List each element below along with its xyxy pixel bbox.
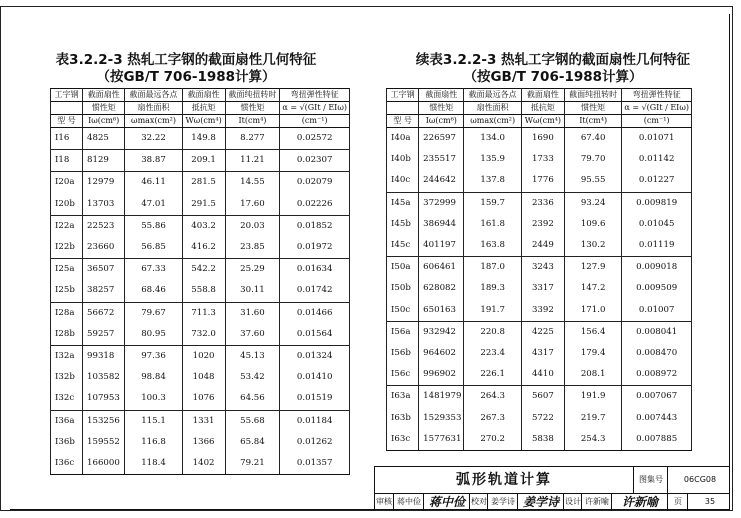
table-cell: 1366	[182, 432, 225, 453]
table-cell: 127.9	[564, 257, 621, 279]
table-cell: I36a	[51, 410, 83, 432]
header-cell: 型 号	[51, 115, 83, 128]
table-row	[387, 214, 692, 235]
table-cell: 1529353	[419, 408, 464, 429]
header-cell: Iω(cm⁶)	[83, 115, 125, 128]
table-cell: 732.0	[182, 324, 225, 346]
header-cell: (cm⁻¹)	[280, 115, 350, 128]
table-cell: 264.3	[464, 386, 521, 408]
table-cell: 64.56	[225, 388, 280, 410]
table-row	[51, 172, 350, 194]
table-cell: I36b	[51, 432, 83, 453]
table-cell: 254.3	[564, 429, 621, 451]
header-cell: It(cm⁴)	[564, 115, 621, 128]
table-cell: 1776	[521, 170, 564, 192]
table-row	[387, 429, 692, 451]
table-cell: I25b	[51, 280, 83, 302]
table-cell: 628082	[419, 278, 464, 299]
header-cell: 截面纯扭转时	[225, 89, 280, 102]
table-cell: I32b	[51, 367, 83, 388]
table-cell: 130.2	[564, 235, 621, 257]
table-row	[387, 278, 692, 299]
table-row	[51, 346, 350, 368]
table-row	[51, 237, 350, 259]
table-cell: 0.01262	[280, 432, 350, 453]
left-title-line1: 表3.2.2-3 热轧工字钢的截面扇性几何特征	[55, 52, 317, 68]
table-cell: I50c	[387, 300, 419, 322]
table-cell: 4225	[521, 321, 564, 343]
table-cell: 0.01071	[622, 128, 692, 150]
table-cell: 0.01045	[622, 214, 692, 235]
table-row	[387, 235, 692, 257]
header-cell: 工字钢	[51, 89, 83, 102]
left-table-title	[46, 52, 326, 86]
table-cell: 31.60	[225, 302, 280, 324]
table-row	[387, 321, 692, 343]
table-cell: 1690	[521, 128, 564, 150]
header-cell: 扇性面积	[125, 102, 182, 115]
table-cell: 32.22	[125, 128, 182, 150]
table-cell: 2449	[521, 235, 564, 257]
table-row	[51, 367, 350, 388]
table-cell: 159.7	[464, 192, 521, 214]
table-cell: I56a	[387, 321, 419, 343]
table-cell: 964602	[419, 343, 464, 364]
table-cell: 0.01119	[622, 235, 692, 257]
header-row	[387, 115, 692, 128]
table-cell: 161.8	[464, 214, 521, 235]
table-cell: I32a	[51, 346, 83, 368]
table-cell: 0.007443	[622, 408, 692, 429]
reviewer-signature: 蒋中俭	[423, 493, 470, 511]
table-cell: 0.01564	[280, 324, 350, 346]
table-cell: 0.009018	[622, 257, 692, 279]
table-cell: 189.3	[464, 278, 521, 299]
header-row	[51, 115, 350, 128]
table-cell: 270.2	[464, 429, 521, 451]
table-cell: 12979	[83, 172, 125, 194]
table-cell: 401197	[419, 235, 464, 257]
header-cell: α = √(GIt / EIω)	[280, 102, 350, 115]
right-title-line1: 续表3.2.2-3 热轧工字钢的截面扇性几何特征	[415, 52, 691, 68]
table-cell: 14.55	[225, 172, 280, 194]
table-cell: 0.01634	[280, 259, 350, 281]
header-row	[51, 102, 350, 115]
table-cell: 0.008470	[622, 343, 692, 364]
header-cell: 截面纯扭转时	[564, 89, 621, 102]
table-cell: 37.60	[225, 324, 280, 346]
left-table	[50, 88, 350, 475]
table-cell: 1577631	[419, 429, 464, 451]
table-cell: I50a	[387, 257, 419, 279]
table-cell: 163.8	[464, 235, 521, 257]
page-label: 页	[667, 493, 688, 511]
table-cell: 3243	[521, 257, 564, 279]
table-cell: 226597	[419, 128, 464, 150]
table-cell: 22523	[83, 215, 125, 237]
table-cell: 558.8	[182, 280, 225, 302]
table-cell: 137.8	[464, 170, 521, 192]
table-cell: 79.67	[125, 302, 182, 324]
checker-name: 姜学诗	[487, 493, 518, 511]
table-cell: I20a	[51, 172, 83, 194]
table-cell: I22a	[51, 215, 83, 237]
review-label: 审核	[376, 497, 392, 506]
header-cell: 截面最远各点	[125, 89, 182, 102]
table-cell: I28b	[51, 324, 83, 346]
table-cell: 1048	[182, 367, 225, 388]
table-cell: I45c	[387, 235, 419, 257]
designer-name: 许新喻	[581, 493, 612, 511]
table-cell: I40a	[387, 128, 419, 150]
header-cell: ωmax(cm²)	[125, 115, 182, 128]
table-cell: 1481979	[419, 386, 464, 408]
table-row	[387, 300, 692, 322]
table-cell: 650163	[419, 300, 464, 322]
header-cell	[387, 102, 419, 115]
table-cell: 0.01519	[280, 388, 350, 410]
header-row	[51, 89, 350, 102]
table-cell: 107953	[83, 388, 125, 410]
table-cell: I63a	[387, 386, 419, 408]
table-cell: 208.1	[564, 364, 621, 386]
header-cell: It(cm⁴)	[225, 115, 280, 128]
table-cell: 1331	[182, 410, 225, 432]
header-cell: 截面扇性	[521, 89, 564, 102]
table-cell: 281.5	[182, 172, 225, 194]
table-cell: 100.3	[125, 388, 182, 410]
table-cell: 386944	[419, 214, 464, 235]
table-cell: 0.01742	[280, 280, 350, 302]
reviewer-name: 蒋中俭	[393, 493, 424, 511]
table-cell: 149.8	[182, 128, 225, 150]
table-cell: 97.36	[125, 346, 182, 368]
header-cell: (cm⁻¹)	[622, 115, 692, 128]
table-cell: 0.01184	[280, 410, 350, 432]
table-cell: I56b	[387, 343, 419, 364]
table-cell: I63b	[387, 408, 419, 429]
left-title-line2: （按GB/T 706-1988计算）	[96, 69, 276, 85]
check-label: 校对	[469, 493, 488, 511]
table-cell: 109.6	[564, 214, 621, 235]
table-cell: 8129	[83, 150, 125, 172]
table-cell: 209.1	[182, 150, 225, 172]
header-row	[387, 89, 692, 102]
header-cell: 抵抗矩	[182, 102, 225, 115]
header-cell: 截面扇性	[182, 89, 225, 102]
table-cell: 191.7	[464, 300, 521, 322]
table-cell: 0.007067	[622, 386, 692, 408]
header-cell: ωmax(cm²)	[464, 115, 521, 128]
table-cell: 187.0	[464, 257, 521, 279]
table-row	[51, 453, 350, 475]
table-cell: 8.277	[225, 128, 280, 150]
table-row	[387, 408, 692, 429]
table-cell: 5607	[521, 386, 564, 408]
table-cell: 134.0	[464, 128, 521, 150]
header-cell: 扇性面积	[464, 102, 521, 115]
table-row	[387, 257, 692, 279]
table-cell: 403.2	[182, 215, 225, 237]
table-cell: 20.03	[225, 215, 280, 237]
table-cell: 47.01	[125, 194, 182, 216]
table-cell: 711.3	[182, 302, 225, 324]
table-cell: 244642	[419, 170, 464, 192]
table-cell: 45.13	[225, 346, 280, 368]
table-row	[51, 194, 350, 216]
header-cell: 弯扭弹性特征	[622, 89, 692, 102]
table-cell: 67.40	[564, 128, 621, 150]
title-block-row2	[375, 493, 730, 511]
table-cell: 30.11	[225, 280, 280, 302]
design-label: 设计	[563, 493, 582, 511]
title-block	[374, 466, 730, 510]
table-cell: I40b	[387, 149, 419, 170]
table-cell: 416.2	[182, 237, 225, 259]
table-cell: 291.5	[182, 194, 225, 216]
header-cell: Wω(cm⁴)	[182, 115, 225, 128]
table-cell: 0.008041	[622, 321, 692, 343]
table-cell: 5838	[521, 429, 564, 451]
header-cell: α = √(GIt / EIω)	[622, 102, 692, 115]
table-cell: 116.8	[125, 432, 182, 453]
table-cell: 3317	[521, 278, 564, 299]
table-cell: 93.24	[564, 192, 621, 214]
table-row	[387, 364, 692, 386]
checker-signature: 姜学诗	[517, 493, 564, 511]
table-cell: 59257	[83, 324, 125, 346]
table-cell: 1020	[182, 346, 225, 368]
table-cell: 0.009819	[622, 192, 692, 214]
table-cell: 0.01007	[622, 300, 692, 322]
table-row	[51, 410, 350, 432]
table-cell: I32c	[51, 388, 83, 410]
right-table-title	[408, 52, 698, 86]
table-cell: 2336	[521, 192, 564, 214]
drawing-name: 弧形轨道计算	[456, 472, 552, 488]
table-cell: 17.60	[225, 194, 280, 216]
table-cell: I18	[51, 150, 83, 172]
right-table	[386, 88, 692, 451]
table-cell: 0.01410	[280, 367, 350, 388]
table-cell: I22b	[51, 237, 83, 259]
table-cell: 98.84	[125, 367, 182, 388]
header-cell: 截面扇性	[419, 89, 464, 102]
table-row	[387, 386, 692, 408]
table-cell: 38257	[83, 280, 125, 302]
table-cell: 0.01357	[280, 453, 350, 475]
table-cell: 79.21	[225, 453, 280, 475]
atlas-label: 图集号	[633, 467, 668, 493]
table-cell: 36507	[83, 259, 125, 281]
table-cell: 226.1	[464, 364, 521, 386]
header-cell: 惯性矩	[225, 102, 280, 115]
table-row	[387, 170, 692, 192]
table-cell: 95.55	[564, 170, 621, 192]
table-cell: 372999	[419, 192, 464, 214]
table-cell: I16	[51, 128, 83, 150]
table-cell: 932942	[419, 321, 464, 343]
table-cell: 65.84	[225, 432, 280, 453]
table-cell: I40c	[387, 170, 419, 192]
title-block-row1	[375, 467, 730, 494]
table-cell: 25.29	[225, 259, 280, 281]
table-row	[387, 192, 692, 214]
header-cell: 惯性矩	[83, 102, 125, 115]
table-cell: 0.009509	[622, 278, 692, 299]
right-title-line2: （按GB/T 706-1988计算）	[463, 69, 643, 85]
table-row	[51, 259, 350, 281]
table-cell: I56c	[387, 364, 419, 386]
header-cell: Wω(cm⁴)	[521, 115, 564, 128]
table-cell: 179.4	[564, 343, 621, 364]
table-cell: 267.3	[464, 408, 521, 429]
table-cell: 0.01142	[622, 149, 692, 170]
header-cell	[51, 102, 83, 115]
table-cell: 55.68	[225, 410, 280, 432]
table-cell: I28a	[51, 302, 83, 324]
table-cell: 159552	[83, 432, 125, 453]
table-cell: 0.007885	[622, 429, 692, 451]
table-cell: 3392	[521, 300, 564, 322]
table-cell: 46.11	[125, 172, 182, 194]
table-cell: 219.7	[564, 408, 621, 429]
header-row	[387, 102, 692, 115]
table-cell: 0.02572	[280, 128, 350, 150]
table-cell: 542.2	[182, 259, 225, 281]
table-row	[51, 128, 350, 150]
header-cell: 截面扇性	[83, 89, 125, 102]
table-cell: 0.01227	[622, 170, 692, 192]
table-row	[51, 150, 350, 172]
page-number: 35	[687, 493, 732, 511]
table-cell: 38.87	[125, 150, 182, 172]
table-cell: 2392	[521, 214, 564, 235]
designer-signature: 许新喻	[611, 493, 668, 511]
table-row	[51, 215, 350, 237]
table-cell: 56672	[83, 302, 125, 324]
table-cell: 103582	[83, 367, 125, 388]
header-cell: 抵抗矩	[521, 102, 564, 115]
table-row	[51, 324, 350, 346]
atlas-number: 06CG08	[667, 467, 732, 493]
table-row	[387, 128, 692, 150]
table-cell: 23660	[83, 237, 125, 259]
table-cell: 0.008972	[622, 364, 692, 386]
table-cell: 55.86	[125, 215, 182, 237]
table-cell: 147.2	[564, 278, 621, 299]
table-cell: 0.01852	[280, 215, 350, 237]
table-row	[51, 388, 350, 410]
table-cell: 0.01972	[280, 237, 350, 259]
table-cell: I25a	[51, 259, 83, 281]
table-cell: 0.01466	[280, 302, 350, 324]
table-cell: 0.02307	[280, 150, 350, 172]
header-cell: 截面最远各点	[464, 89, 521, 102]
table-cell: 5722	[521, 408, 564, 429]
table-cell: 606461	[419, 257, 464, 279]
table-cell: I50b	[387, 278, 419, 299]
table-cell: I20b	[51, 194, 83, 216]
table-row	[51, 302, 350, 324]
table-cell: 223.4	[464, 343, 521, 364]
header-cell: 惯性矩	[564, 102, 621, 115]
table-row	[387, 343, 692, 364]
table-cell: 79.70	[564, 149, 621, 170]
table-cell: 1402	[182, 453, 225, 475]
table-cell: 4317	[521, 343, 564, 364]
table-cell: 118.4	[125, 453, 182, 475]
table-cell: 235517	[419, 149, 464, 170]
table-cell: 0.02226	[280, 194, 350, 216]
header-cell: Iω(cm⁶)	[419, 115, 464, 128]
table-cell: 191.9	[564, 386, 621, 408]
table-cell: 11.21	[225, 150, 280, 172]
table-cell: 13703	[83, 194, 125, 216]
table-cell: 166000	[83, 453, 125, 475]
table-cell: 4410	[521, 364, 564, 386]
header-cell: 弯扭弹性特征	[280, 89, 350, 102]
table-cell: 1076	[182, 388, 225, 410]
table-cell: I45b	[387, 214, 419, 235]
table-cell: 68.46	[125, 280, 182, 302]
table-cell: 135.9	[464, 149, 521, 170]
table-cell: 56.85	[125, 237, 182, 259]
table-cell: 99318	[83, 346, 125, 368]
table-cell: 80.95	[125, 324, 182, 346]
table-cell: 156.4	[564, 321, 621, 343]
table-cell: 53.42	[225, 367, 280, 388]
header-cell: 惯性矩	[419, 102, 464, 115]
header-cell: 工字钢	[387, 89, 419, 102]
table-cell: 67.33	[125, 259, 182, 281]
table-cell: 0.02079	[280, 172, 350, 194]
header-cell: 型 号	[387, 115, 419, 128]
table-cell: 1733	[521, 149, 564, 170]
table-row	[387, 149, 692, 170]
table-cell: 996902	[419, 364, 464, 386]
table-cell: 4825	[83, 128, 125, 150]
table-cell: 153256	[83, 410, 125, 432]
table-row	[51, 432, 350, 453]
table-cell: I63c	[387, 429, 419, 451]
table-cell: 220.8	[464, 321, 521, 343]
table-cell: 0.01324	[280, 346, 350, 368]
table-row	[51, 280, 350, 302]
table-cell: 23.85	[225, 237, 280, 259]
table-cell: 171.0	[564, 300, 621, 322]
table-cell: 115.1	[125, 410, 182, 432]
table-cell: I36c	[51, 453, 83, 475]
table-cell: I45a	[387, 192, 419, 214]
